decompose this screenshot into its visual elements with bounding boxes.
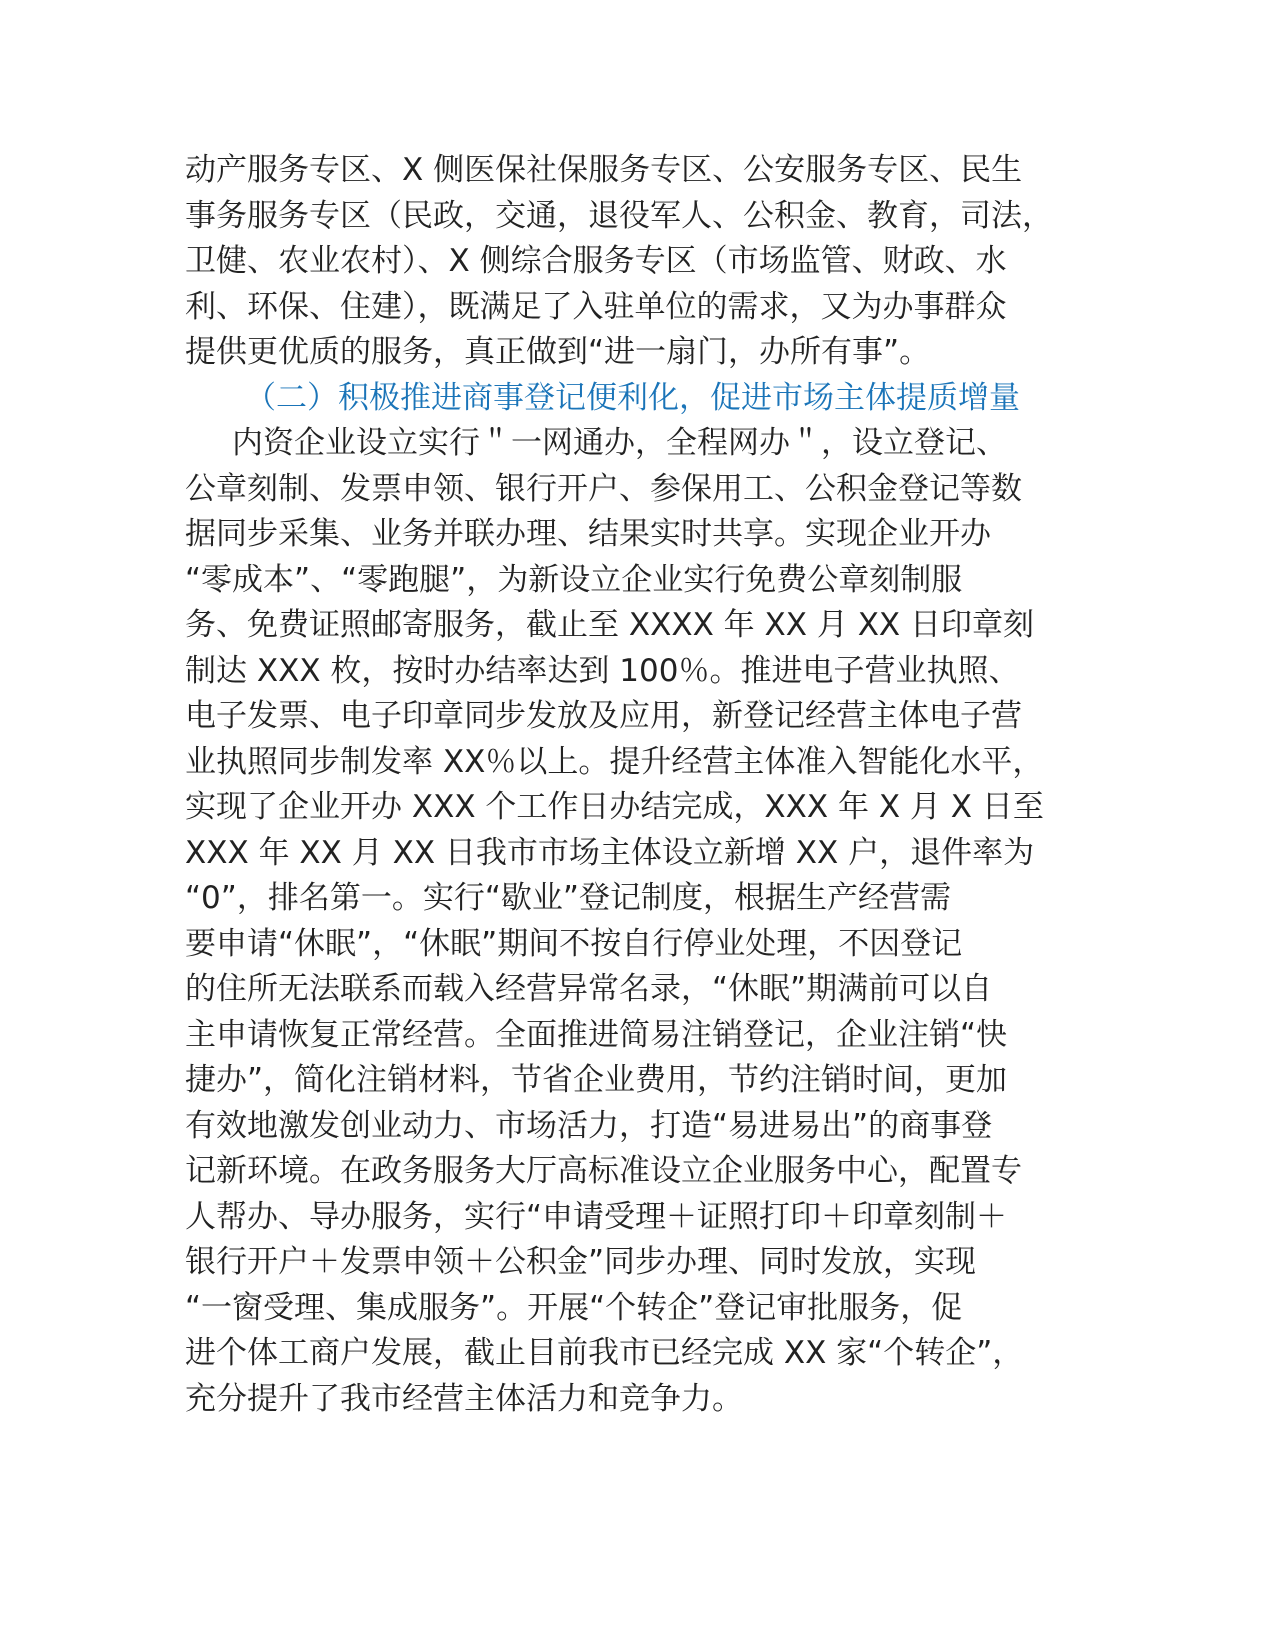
paragraph-line: 的住所无法联系而载入经营异常名录，“休眠”期满前可以自 bbox=[185, 971, 993, 1007]
paragraph-line: 内资企业设立实行＂一网通办，全程网办＂，设立登记、 bbox=[232, 425, 1007, 461]
paragraph-line: 业执照同步制发率 XX％以上。提升经营主体准入智能化水平， bbox=[185, 743, 1044, 780]
paragraph-line: 制达 XXX 枚，按时办结率达到 100％。推进电子营业执照、 bbox=[185, 652, 1020, 689]
paragraph-line: 进个体工商户发展，截止目前我市已经完成 XX 家“个转企”， bbox=[185, 1335, 1024, 1371]
paragraph-line: 务、免费证照邮寄服务，截止至 XXXX 年 XX 月 XX 日印章刻 bbox=[185, 607, 1035, 643]
paragraph-line: “零成本”、“零跑腿”，为新设立企业实行免费公章刻制服 bbox=[185, 561, 963, 598]
paragraph-line: 事务服务专区（民政，交通，退役军人、公积金、教育，司法， bbox=[185, 197, 1053, 234]
paragraph-line: 卫健、农业农村）、X 侧综合服务专区（市场监管、财政、水 bbox=[185, 243, 1007, 279]
paragraph-line: 有效地激发创业动力、市场活力，打造“易进易出”的商事登 bbox=[185, 1107, 993, 1144]
paragraph-line: 充分提升了我市经营主体活力和竞争力。 bbox=[185, 1380, 743, 1417]
paragraph-line: 人帮办、导办服务，实行“申请受理＋证照打印＋印章刻制＋ bbox=[185, 1198, 1008, 1235]
paragraph-line: 主申请恢复正常经营。全面推进简易注销登记，企业注销“快 bbox=[185, 1016, 1008, 1053]
paragraph-line: “0”，排名第一。实行“歇业”登记制度，根据生产经营需 bbox=[185, 880, 951, 916]
paragraph-line: 实现了企业开办 XXX 个工作日办结完成，XXX 年 X 月 X 日至 bbox=[185, 789, 1044, 825]
paragraph-line: 公章刻制、发票申领、银行开户、参保用工、公积金登记等数 bbox=[185, 470, 1022, 507]
paragraph-line: 利、环保、住建），既满足了入驻单位的需求，又为办事群众 bbox=[185, 288, 1007, 325]
paragraph-line: 动产服务专区、X 侧医保社保服务专区、公安服务专区、民生 bbox=[185, 152, 1023, 188]
paragraph-line: 记新环境。在政务服务大厅高标准设立企业服务中心，配置专 bbox=[185, 1153, 1022, 1189]
paragraph-line: 要申请“休眠”，“休眠”期间不按自行停业处理，不因登记 bbox=[185, 925, 963, 962]
paragraph-line: XXX 年 XX 月 XX 日我市市场主体设立新增 XX 户，退件率为 bbox=[185, 834, 1035, 871]
paragraph-line: 捷办”，简化注销材料，节省企业费用，节约注销时间，更加 bbox=[185, 1062, 1008, 1098]
paragraph-line: 电子发票、电子印章同步发放及应用，新登记经营主体电子营 bbox=[185, 698, 1022, 734]
paragraph-line: 银行开户＋发票申领＋公积金”同步办理、同时发放，实现 bbox=[185, 1244, 977, 1280]
paragraph-line: 提供更优质的服务，真正做到“进一扇门，办所有事”。 bbox=[185, 334, 931, 370]
paragraph-line: “一窗受理、集成服务”。开展“个转企”登记审批服务，促 bbox=[185, 1289, 963, 1326]
section-heading: （二）积极推进商事登记便利化，促进市场主体提质增量 bbox=[245, 379, 1020, 416]
paragraph-line: 据同步采集、业务并联办理、结果实时共享。实现企业开办 bbox=[185, 516, 991, 552]
document-body bbox=[185, 148, 1090, 1422]
